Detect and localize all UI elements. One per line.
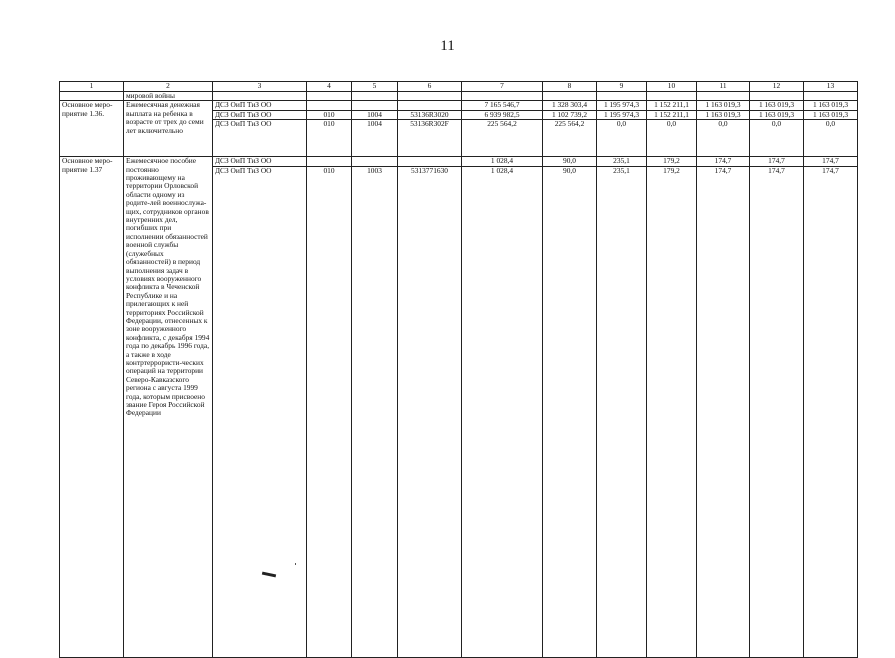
executor-cell: ДСЗ ОиП ТиЗ ОО: [213, 101, 307, 110]
column-header: 1: [60, 82, 124, 92]
scan-speck: [295, 563, 296, 565]
amount-cell: 7 165 546,7: [462, 101, 543, 110]
column-header: 3: [213, 82, 307, 92]
column-header: 10: [647, 82, 697, 92]
column-header-row: [60, 82, 858, 92]
amount-cell: 174,7: [750, 157, 804, 166]
column-header: 7: [462, 82, 543, 92]
table-row: ДСЗ ОиП ТиЗ ОО 010 1003 5313771630 1 028,4 90,0 235,1 179,2 174,7 174,7 174,7: [60, 166, 858, 657]
continuation-text: мировой войны: [124, 92, 213, 101]
amount-cell: 90,0: [543, 157, 597, 166]
amount-cell: 1 163 019,3: [804, 101, 858, 110]
amount-cell: 0,0: [697, 120, 750, 157]
executor-cell: ДСЗ ОиП ТиЗ ОО: [213, 110, 307, 119]
amount-cell: 174,7: [697, 157, 750, 166]
column-header: 4: [307, 82, 352, 92]
amount-cell: 225 564,2: [462, 120, 543, 157]
amount-cell: 1 195 974,3: [597, 101, 647, 110]
amount-cell: 1 028,4: [462, 166, 543, 657]
amount-cell: 90,0: [543, 166, 597, 657]
amount-cell: 1 163 019,3: [697, 110, 750, 119]
table-row: ДСЗ ОиП ТиЗ ОО 010 1004 53136R302F 225 564,2 225 564,2 0,0 0,0 0,0 0,0 0,0: [60, 120, 858, 157]
column-header: 12: [750, 82, 804, 92]
amount-cell: 235,1: [597, 166, 647, 657]
amount-cell: 174,7: [804, 166, 858, 657]
amount-cell: 1 163 019,3: [697, 101, 750, 110]
amount-cell: 0,0: [647, 120, 697, 157]
page-number: 11: [440, 38, 455, 54]
amount-cell: 1 163 019,3: [804, 110, 858, 119]
amount-cell: 1 028,4: [462, 157, 543, 166]
measure-description: Ежемесячная денежная выплата на ребенка в возрасте от трех до семи лет включительно: [124, 101, 213, 157]
amount-cell: 0,0: [750, 120, 804, 157]
column-header: 2: [124, 82, 213, 92]
table-row: [60, 101, 858, 110]
table-row: ДСЗ ОиП ТиЗ ОО 010 1004 53136R3020 6 939 982,5 1 102 739,2 1 195 974,3 1 152 211,1 1 163 019,3 1 163 019,3 1 163 019,3: [60, 110, 858, 119]
amount-cell: 174,7: [697, 166, 750, 657]
amount-cell: 1 102 739,2: [543, 110, 597, 119]
column-header: 9: [597, 82, 647, 92]
column-header: 11: [697, 82, 750, 92]
measure-name: Основное меро-приятие 1.36.: [60, 101, 124, 157]
amount-cell: 0,0: [804, 120, 858, 157]
amount-cell: 179,2: [647, 166, 697, 657]
amount-cell: 6 939 982,5: [462, 110, 543, 119]
amount-cell: 174,7: [750, 166, 804, 657]
continuation-row: [60, 92, 858, 101]
measure-description: Ежемесячное пособие постоянно проживающему на территории Орловской области одному из родите-лей военнослужа-щих, сотрудников органов внутренних дел, погибших при исполнении обязанностей военной службы (служебных обязанностей) в период выполнения задач в условиях вооруженного конфликта в Чеченской Республике и на прилегающих к ней территориях Российской Федерации, отнесенных к зоне вооруженного конфликта, с декабря 1994 года по декабрь 1996 года, а также в ходе контртеррористи-ческих операций на территории Северо-Кавказского региона с августа 1999 года, которым присвоено звание Героя Российской Федерации: [124, 157, 213, 657]
amount-cell: 1 195 974,3: [597, 110, 647, 119]
amount-cell: 174,7: [804, 157, 858, 166]
amount-cell: 179,2: [647, 157, 697, 166]
executor-cell: ДСЗ ОиП ТиЗ ОО: [213, 166, 307, 657]
budget-table: [59, 81, 858, 658]
amount-cell: 1 152 211,1: [647, 110, 697, 119]
amount-cell: 1 163 019,3: [750, 101, 804, 110]
amount-cell: 1 163 019,3: [750, 110, 804, 119]
table-row: [60, 157, 858, 166]
amount-cell: 225 564,2: [543, 120, 597, 157]
column-header: 8: [543, 82, 597, 92]
column-header: 5: [352, 82, 398, 92]
column-header: 13: [804, 82, 858, 92]
executor-cell: ДСЗ ОиП ТиЗ ОО: [213, 120, 307, 157]
amount-cell: 0,0: [597, 120, 647, 157]
column-header: 6: [398, 82, 462, 92]
measure-name: Основное меро-приятие 1.37: [60, 157, 124, 657]
amount-cell: 1 328 303,4: [543, 101, 597, 110]
amount-cell: 1 152 211,1: [647, 101, 697, 110]
executor-cell: ДСЗ ОиП ТиЗ ОО: [213, 157, 307, 166]
amount-cell: 235,1: [597, 157, 647, 166]
